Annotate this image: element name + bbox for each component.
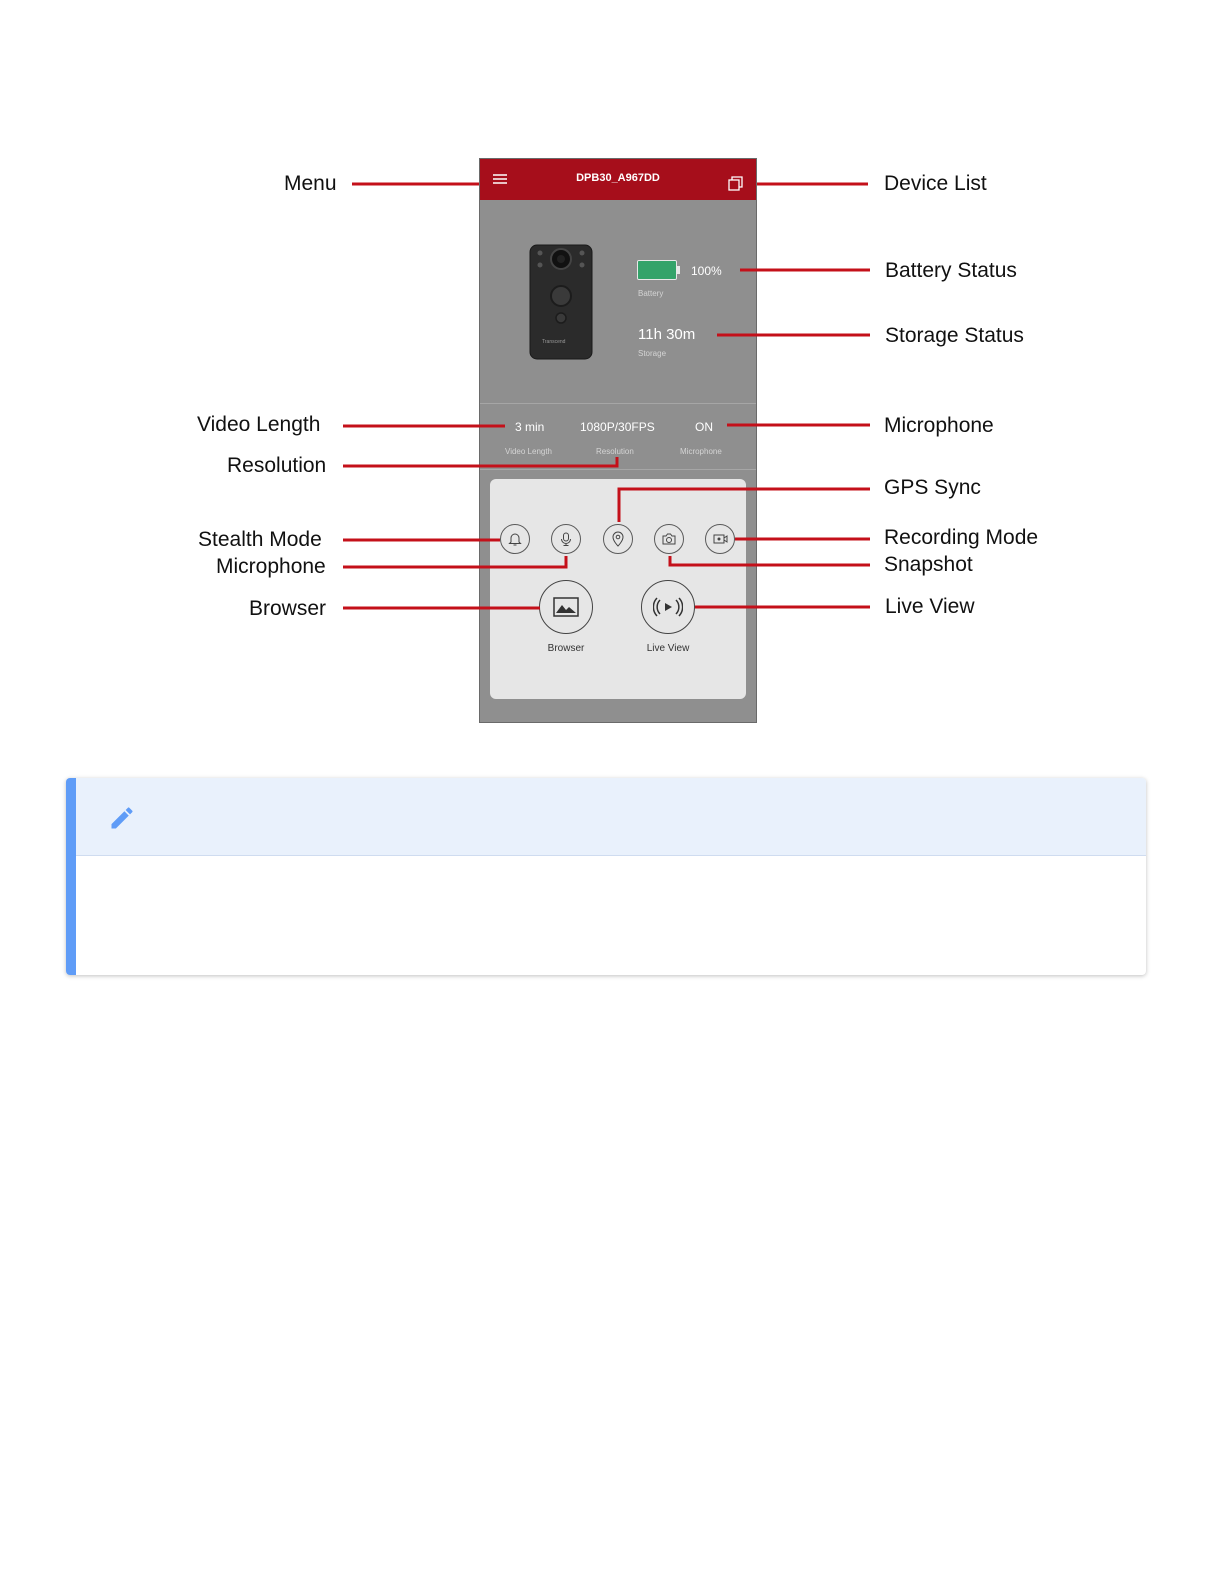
label-stealth-mode: Stealth Mode — [198, 528, 322, 551]
label-live-view: Live View — [885, 595, 975, 618]
label-recording-mode: Recording Mode — [884, 526, 1039, 549]
camera-brand: Transcend — [542, 339, 566, 345]
label-video-length: Video Length — [197, 413, 321, 436]
resolution-value[interactable]: 1080P/30FPS — [580, 420, 655, 434]
label-gps-sync: GPS Sync — [884, 476, 981, 499]
leader-lines — [0, 0, 1225, 760]
microphone-label: Microphone — [680, 447, 722, 456]
video-length-label: Video Length — [505, 447, 553, 456]
battery-label: Battery — [638, 289, 664, 298]
storage-label: Storage — [638, 349, 667, 358]
note-callout — [66, 778, 1146, 975]
note-accent-bar — [66, 778, 76, 975]
microphone-value[interactable]: ON — [695, 420, 713, 434]
browser-label: Browser — [547, 643, 585, 654]
label-battery-status: Battery Status — [885, 259, 1017, 282]
video-length-value[interactable]: 3 min — [515, 420, 545, 434]
label-microphone-right: Microphone — [884, 414, 994, 437]
storage-value: 11h 30m — [638, 326, 696, 343]
label-snapshot: Snapshot — [884, 553, 973, 576]
live-view-label: Live View — [646, 643, 690, 654]
device-name: DPB30_A967DD — [576, 172, 660, 184]
label-microphone-left: Microphone — [216, 555, 326, 578]
label-device-list: Device List — [884, 172, 987, 195]
label-menu: Menu — [284, 172, 337, 195]
battery-value: 100% — [691, 264, 722, 278]
pencil-icon — [108, 804, 136, 832]
note-header — [76, 778, 1146, 856]
label-resolution: Resolution — [227, 454, 327, 477]
label-browser: Browser — [249, 597, 327, 620]
resolution-label: Resolution — [596, 447, 634, 456]
label-storage-status: Storage Status — [885, 324, 1024, 347]
